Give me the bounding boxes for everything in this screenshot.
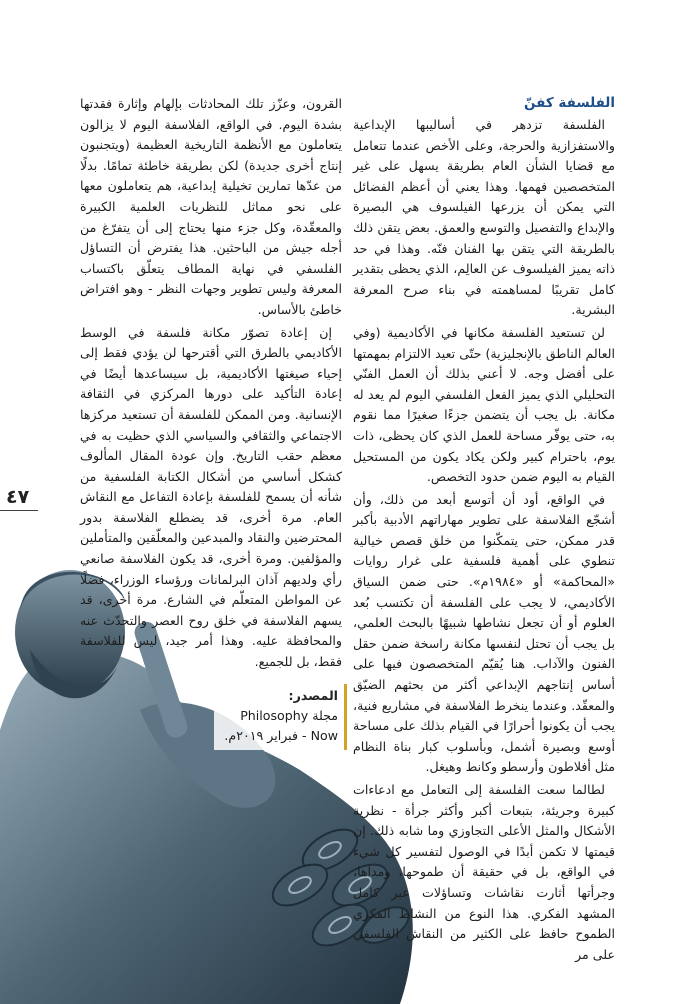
page-number-rule [0,510,38,511]
section-title: الفلسفة كفنّ [524,95,615,111]
paragraph: لن تستعيد الفلسفة مكانها في الأكاديمية (وفي العالم الناطق بالإنجليزية) حتّى تعيد الالتزام بمهمتها على أفضل وجه. لا أعني بذلك أن العمل الفنّي التحليلي الذي يميز الفعل الفلسفي اليوم لم يعد له مكانة. بل يجب أن يتضمن جزءًا صغيرًا مما نقوم به، حتى يوفّر مساحة للعمل الذي كان يحظى، ذات يوم، باحترام كبير ولكن يكاد يكون من المستحيل القيام به اليوم ضمن حدود التخصص. [353,324,615,485]
page-number: ٤٧ [6,486,30,508]
source-label: المصدر: [288,688,338,703]
paragraph: الفلسفة تزدهر في أساليبها الإبداعية والاستفزازية والحرجة، وعلى الأخص عندما تتعامل مع قضايا الشأن العام بطريقة يسهل على غير المتخصصين فهمها. وهذا يعني أن أعظم الفضائل التي يمكن أن يزرعها الفيلسوف هي البصيرة والإبداع والتفصيل والتوسع والعمق. بعض يتقن ذلك بالطريقة التي يتقن بها الفنان فنّه. وهذا في حد ذاته يميز الفيلسوف عن العالِم، الذي يحظى بتقدير كامل تقريبًا لمساهمته في بناء صرح المعرفة البشرية. [353,117,615,318]
left-column [80,94,342,675]
paragraph: في الواقع، أود أن أتوسع أبعد من ذلك، وأن أشجّع الفلاسفة على تطوير مهاراتهم الأدبية بأكبر قدر ممكن، حتى يتمكّنوا من خلق قصص خيالية تنطوي على أهمية فلسفية على غرار روايات «المحاكمة» أو «١٩٨٤م». حتى ضمن السياق الأكاديمي، لا يجب على الفلسفة أن تكتسب بُعد العلوم أو أن تجعل نشاطها شبيهًا بالبحث العلمي، بل يجب أن تحتل لنفسها مكانة راسخة ضمن حقل الفنون والآداب. هنا يُقيّم المتخصصون فيها على أساس إنتاجهم الإبداعي أكثر من بحثهم الضيّق والمعقّد. وعندما ينخرط الفلاسفة في مشاريع فنية، يجب أن يكونوا أحرارًا في القيام بذلك على مساحة أوسع وبصيرة أشمل، وبأسلوب كبار بناة النظام مثل أفلاطون وأرسطو وكانط وهيغل. [353,491,615,775]
source-text: مجلة Philosophy Now - فبراير ٢٠١٩م. [224,708,338,743]
source-box [214,684,347,750]
paragraph: لطالما سعت الفلسفة إلى التعامل مع ادعاءات كبيرة وجريئة، بتبعات أكبر وأكثر جرأة - نظرية الأشكال والمثل الأعلى التجاوزي وما شابه ذلك. إن قيمتها لا تكمن أبدًا في الوصول لتفسير كل شيء في الواقع، بل في حقيقة أن طموحها، ومداها، وجرأتها أثارت نقاشات وتساؤلات عبر كامل المشهد الفكري. هذا النوع من النشاط الفكري الطموح حافظ على الكثير من النقاش الفلسفي على مر [353,782,615,962]
paragraph: إن إعادة تصوّر مكانة فلسفة في الوسط الأكاديمي بالطرق التي أقترحها لن يؤدي فقط إلى إحياء صيغتها الأكاديمية، بل سيساعدها أيضًا في إعادة التأكيد على دورها المركزي في الثقافة الإنسانية. ومن الممكن للفلسفة أن تستعيد مركزها الاجتماعي والثقافي والسياسي الذي حظيت به في معظم حقب التاريخ. وإن عودة المقال المألوف كشكل أساسي من أشكال الكتابة الفلسفية من شأنه أن يسمح للفلسفة بإعادة التفاعل مع النقاش العام. مرة أخرى، قد يضطلع الفلاسفة بدور المحترضين والنقاد والمبدعين والمعلّقين والمتأملين والمؤلفين. ومرة أخرى، قد يكون الفلاسفة صانعي رأي ولديهم آذان البرلمانات ورؤساء الوزراء، فضلًا عن المواطن المتعلّم في الشارع. مرة أخرى، قد يسهم الفلاسفة في خلق روح العصر والتحدّث عنه والمحافظة عليه. وهذا أمر جيد، ليس للفلاسفة فقط، بل للجميع. [80,324,342,670]
paragraph: القرون، وعزّز تلك المحادثات بإلهام وإثارة فقدتها بشدة اليوم. في الواقع، الفلاسفة اليوم لا يزالون يتعاملون مع الأنظمة التاريخية العظيمة (ويتجنبون إنتاج أخرى جديدة) لكن بطريقة خاطئة تمامًا. بدلًا من عدّها تمارين تخيلية إبداعية، هم يتعاملون معها على نحو مماثل للنظريات العلمية الكبيرة والمعقّدة، وكل جزء منها يحتاج إلى أن يتفرّغ من أجله جيش من الباحثين. هذا يفترض أن التساؤل الفلسفي في نهاية المطاف يتعلّق باكتساب المعرفة وليس تطوير وجهات النظر - وهو افتراض خاطئ بالأساس. [80,96,342,317]
right-column [353,94,615,967]
